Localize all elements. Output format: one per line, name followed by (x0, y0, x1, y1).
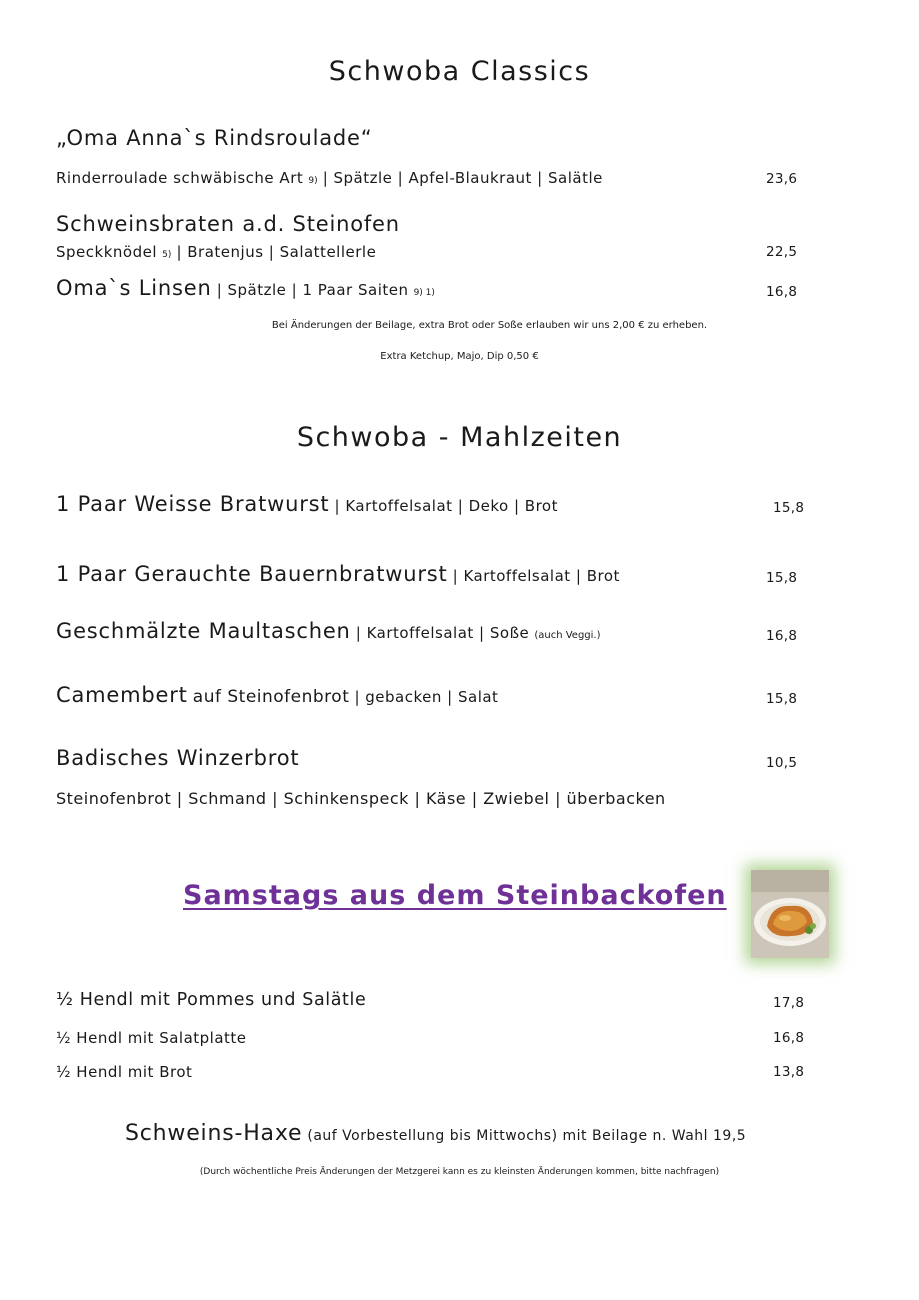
dish-sides: | Spätzle | 1 Paar Saiten (216, 281, 409, 299)
dish-line (56, 562, 620, 586)
dish-name: ½ Hendl mit Brot (56, 1063, 193, 1081)
dish-line (56, 492, 558, 516)
dish-price: 13,8 (773, 1064, 805, 1080)
veggie-note: (auch Veggi.) (534, 630, 601, 641)
dish-name-suffix: auf Steinofenbrot (192, 687, 350, 707)
dish-description: Speckknödel (56, 243, 157, 261)
dish-line (56, 242, 376, 261)
dish-price: 16,8 (766, 284, 798, 300)
dish-sides: | Kartoffelsalat | Brot (452, 567, 620, 585)
dish-line (56, 619, 601, 643)
dish-line (56, 168, 603, 187)
dish-name: ½ Hendl mit Salatplatte (56, 1029, 247, 1047)
dish-name: Oma`s Linsen (56, 276, 212, 300)
dish-name: „Oma Anna`s Rindsroulade“ (56, 126, 373, 150)
extras-note: Extra Ketchup, Majo, Dip 0,50 € (380, 351, 539, 362)
dish-price: 15,8 (773, 500, 805, 516)
surcharge-note: Bei Änderungen der Beilage, extra Brot oder Soße erlauben wir uns 2,00 € zu erheben. (271, 320, 708, 331)
dish-sides: | Bratenjus | Salattellerle (176, 243, 377, 261)
dish-name: Badisches Winzerbrot (56, 746, 300, 770)
dish-name: Schweins-Haxe (125, 1121, 303, 1146)
dish-line (56, 683, 498, 707)
dish-price: 15,8 (766, 570, 798, 586)
dish-sides: | gebacken | Salat (354, 688, 499, 706)
dish-price: 16,8 (766, 628, 798, 644)
roast-chicken-photo-icon (751, 870, 829, 958)
dish-price: 16,8 (773, 1030, 805, 1046)
dish-price: 22,5 (766, 244, 798, 260)
dish-name: 1 Paar Weisse Bratwurst (56, 492, 330, 516)
dish-price: 17,8 (773, 995, 805, 1011)
allergen-code: 9) 1) (413, 288, 435, 298)
allergen-code: 5) (162, 250, 172, 260)
roast-chicken-image (751, 870, 829, 958)
dish-name: Camembert (56, 683, 188, 707)
dish-description: Rinderroulade schwäbische Art (56, 169, 304, 187)
dish-price: 10,5 (766, 755, 798, 771)
haxe-detail: (auf Vorbestellung bis Mittwochs) mit Beilage n. Wahl 19,5 (307, 1128, 747, 1144)
price-change-footnote: (Durch wöchentliche Preis Änderungen der Metzgerei kann es zu kleinsten Änderungen kommen, bitte nachfragen) (199, 1167, 720, 1177)
dish-name: Geschmälzte Maultaschen (56, 619, 351, 643)
haxe-line (125, 1121, 746, 1146)
dish-price: 23,6 (766, 171, 798, 187)
dish-sides: | Kartoffelsalat | Soße (355, 624, 530, 642)
dish-name: 1 Paar Gerauchte Bauernbratwurst (56, 562, 448, 586)
section-title-mahlzeiten: Schwoba - Mahlzeiten (296, 422, 623, 453)
dish-toppings: Steinofenbrot | Schmand | Schinkenspeck | Käse | Zwiebel | überbacken (56, 789, 666, 808)
dish-sides: | Kartoffelsalat | Deko | Brot (334, 497, 558, 515)
dish-sides: | Spätzle | Apfel-Blaukraut | Salätle (322, 169, 603, 187)
dish-line (56, 276, 435, 300)
section-title-samstags: Samstags aus dem Steinbackofen (183, 880, 727, 911)
dish-name: Schweinsbraten a.d. Steinofen (56, 212, 400, 236)
section-title-classics: Schwoba Classics (328, 56, 591, 87)
dish-name: ½ Hendl mit Pommes und Salätle (56, 990, 367, 1010)
dish-price: 15,8 (766, 691, 798, 707)
allergen-code: 9) (308, 176, 318, 186)
